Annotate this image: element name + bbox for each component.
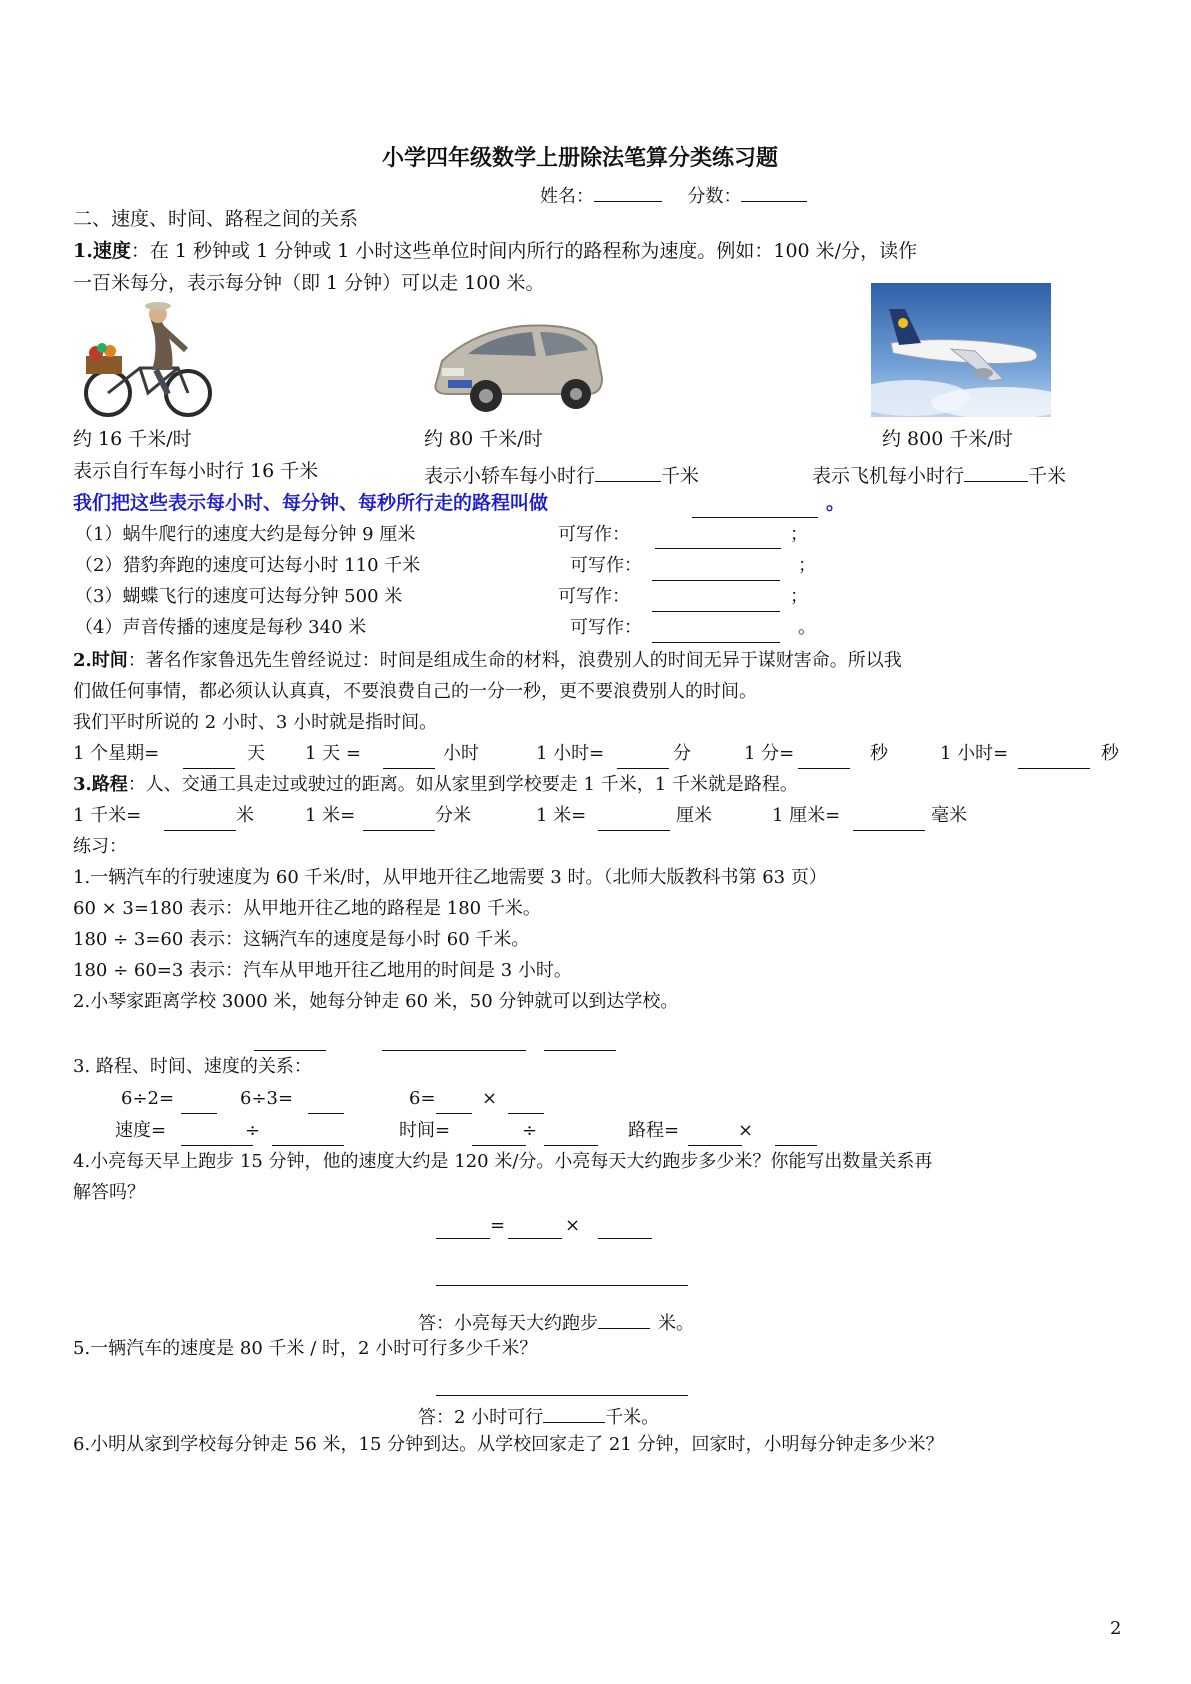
example-2-write: 可写作： [570, 555, 642, 576]
airplane-image [871, 283, 1051, 417]
hour-unit: 分 [673, 743, 691, 764]
speed-label: 速度 [92, 240, 131, 262]
car-desc-pre: 表示小轿车每小时行 [424, 465, 596, 487]
car-speed-blank[interactable] [595, 462, 661, 482]
page-number: 2 [1110, 1618, 1122, 1639]
q5-answer-blank[interactable] [543, 1404, 605, 1423]
plane-speed-blank[interactable] [964, 462, 1028, 482]
q4-work-blank[interactable] [436, 1285, 688, 1286]
q3-time-blank-1[interactable] [472, 1145, 526, 1146]
practice-q1-line3: 180 ÷ 60=3 表示：汽车从甲地开往乙地用的时间是 3 小时。 [73, 960, 572, 981]
example-1-write: 可写作： [558, 524, 630, 545]
example-2-text: （2）猎豹奔跑的速度可达每小时 110 千米 [75, 555, 421, 576]
score-label: 分数： [687, 186, 742, 207]
q3-row1-blank-3[interactable] [436, 1113, 472, 1114]
time-label: 2.时间 [73, 650, 128, 671]
minute-label: 1 分= [744, 743, 795, 764]
example-1-end: ； [790, 524, 808, 545]
name-blank[interactable] [594, 183, 662, 202]
practice-q2: 2.小琴家距离学校 3000 米，她每分钟走 60 米，50 分钟就可以到达学校。 [73, 991, 679, 1012]
practice-heading: 练习： [73, 836, 127, 857]
q3-speed-label: 速度= [115, 1120, 167, 1141]
q2-blank-1[interactable] [254, 1050, 326, 1051]
cm-unit: 毫米 [931, 805, 967, 826]
q3-distance-times: × [738, 1120, 754, 1141]
define-blank[interactable] [692, 517, 818, 518]
m-dm-unit: 分米 [435, 805, 471, 826]
day-label: 1 天 = [305, 743, 361, 764]
day-unit: 小时 [443, 743, 479, 764]
plane-desc [812, 462, 1066, 486]
plane-speed: 约 800 千米/时 [882, 428, 1013, 450]
q3-row1-blank-1[interactable] [181, 1113, 217, 1114]
q3-speed-blank-1[interactable] [181, 1145, 253, 1146]
example-2-blank[interactable] [652, 580, 780, 581]
hour-sec-label: 1 小时= [940, 743, 1009, 764]
distance-label: 3.路程 [73, 774, 128, 795]
example-3-end: ； [790, 586, 808, 607]
q4-eq-blank-2[interactable] [508, 1238, 562, 1239]
km-unit: 米 [236, 805, 254, 826]
example-4-blank[interactable] [652, 642, 780, 643]
q4-eq-blank-3[interactable] [598, 1238, 652, 1239]
example-3-write: 可写作： [558, 586, 630, 607]
speed-paragraph-line1 [73, 242, 917, 261]
q3-row1-times: × [482, 1088, 498, 1109]
q3-row1-a: 6÷2= [121, 1088, 175, 1109]
q5-answer-pre: 答：2 小时可行 [418, 1407, 544, 1428]
q4-answer-pre: 答：小亮每天大约跑步 [418, 1313, 598, 1334]
minute-unit: 秒 [870, 743, 888, 764]
section-heading: 二、速度、时间、路程之间的关系 [73, 208, 359, 230]
minute-blank[interactable] [798, 768, 850, 769]
q3-row1-c: 6= [409, 1088, 436, 1109]
q3-time-blank-2[interactable] [544, 1145, 598, 1146]
m-cm-blank[interactable] [598, 830, 670, 831]
time-paragraph-line3: 我们平时所说的 2 小时、3 小时就是指时间。 [73, 712, 438, 733]
m-dm-blank[interactable] [363, 830, 435, 831]
q3-speed-blank-2[interactable] [272, 1145, 344, 1146]
speed-definition: ：在 1 秒钟或 1 分钟或 1 小时这些单位时间内所行的路程称为速度。例如：100 米/分，读作 [130, 240, 918, 262]
plane-desc-post: 千米 [1028, 465, 1067, 487]
example-1-text: （1）蜗牛爬行的速度大约是每分钟 9 厘米 [75, 524, 416, 545]
define-end: 。 [826, 492, 846, 514]
speed-definition-question [73, 494, 548, 513]
page-title: 小学四年级数学上册除法笔算分类练习题 [382, 145, 779, 171]
example-3-blank[interactable] [652, 611, 780, 612]
practice-q1: 1.一辆汽车的行驶速度为 60 千米/时，从甲地开往乙地需要 3 时。（北师大版教科书第 63 页） [73, 867, 827, 888]
practice-q6: 6.小明从家到学校每分钟走 56 米，15 分钟到达。从学校回家走了 21 分钟，回家时，小明每分钟走多少米？ [73, 1434, 944, 1455]
hour-sec-blank[interactable] [1018, 768, 1090, 769]
q4-eq-equals: = [490, 1215, 506, 1236]
speed-paragraph-line2: 一百米每分，表示每分钟（即 1 分钟）可以走 100 米。 [73, 272, 545, 294]
m-cm-label: 1 米= [536, 805, 587, 826]
q5-work-blank[interactable] [436, 1395, 688, 1396]
time-quote: ：著名作家鲁迅先生曾经说过：时间是组成生命的材料，浪费别人的时间无异于谋财害命。所以我 [127, 650, 902, 671]
distance-definition: ：人、交通工具走过或驶过的距离。如从家里到学校要走 1 千米，1 千米就是路程。 [127, 774, 798, 795]
bike-speed: 约 16 千米/时 [73, 428, 192, 450]
practice-q5: 5.一辆汽车的速度是 80 千米 / 时，2 小时可行多少千米？ [73, 1338, 538, 1359]
practice-q4-line2: 解答吗？ [73, 1182, 145, 1203]
q2-blank-3[interactable] [544, 1050, 616, 1051]
time-paragraph-line1 [73, 652, 902, 670]
q3-speed-div: ÷ [245, 1120, 261, 1141]
example-4-text: （4）声音传播的速度是每秒 340 米 [75, 617, 367, 638]
q3-row1-blank-2[interactable] [308, 1113, 344, 1114]
score-blank[interactable] [741, 183, 807, 202]
example-4-end: 。 [798, 617, 816, 638]
bike-desc: 表示自行车每小时行 16 千米 [73, 460, 319, 482]
plane-desc-pre: 表示飞机每小时行 [812, 465, 965, 487]
km-blank[interactable] [164, 830, 236, 831]
car-image [428, 316, 608, 416]
q3-time-div: ÷ [522, 1120, 538, 1141]
example-2-end: ； [798, 555, 816, 576]
q3-row1-b: 6÷3= [240, 1088, 294, 1109]
m-dm-label: 1 米= [305, 805, 356, 826]
cyclist-image [78, 298, 216, 420]
example-4-write: 可写作： [570, 617, 642, 638]
car-desc-post: 千米 [661, 465, 700, 487]
m-cm-unit: 厘米 [676, 805, 712, 826]
distance-paragraph [73, 776, 798, 794]
q4-answer-blank[interactable] [598, 1310, 650, 1329]
practice-q4-line1: 4.小亮每天早上跑步 15 分钟，他的速度大约是 120 米/分。小亮每天大约跑步多少米？你能写出数量关系再 [73, 1151, 933, 1172]
hour-sec-unit: 秒 [1101, 743, 1119, 764]
name-label: 姓名： [540, 186, 594, 207]
practice-q1-line1: 60 × 3=180 表示：从甲地开往乙地的路程是 180 千米。 [73, 898, 541, 919]
cm-label: 1 厘米= [772, 805, 841, 826]
q5-answer-post: 千米。 [605, 1407, 660, 1428]
q5-answer [418, 1404, 659, 1427]
car-desc [424, 462, 699, 486]
q4-eq-blank-1[interactable] [436, 1238, 490, 1239]
q2-blank-2[interactable] [382, 1050, 526, 1051]
example-1-blank[interactable] [655, 548, 781, 549]
week-blank[interactable] [183, 768, 235, 769]
example-3-text: （3）蝴蝶飞行的速度可达每分钟 500 米 [75, 586, 403, 607]
define-line: 我们把这些表示每小时、每分钟、每秒所行走的路程叫做 [73, 492, 549, 514]
q4-answer [418, 1310, 694, 1333]
hour-min-blank[interactable] [617, 768, 669, 769]
day-blank[interactable] [383, 768, 435, 769]
q3-distance-blank-1[interactable] [688, 1145, 742, 1146]
q3-time-label: 时间= [399, 1120, 451, 1141]
week-label: 1 个星期= [73, 743, 160, 764]
cm-blank[interactable] [853, 830, 925, 831]
practice-q3: 3. 路程、时间、速度的关系： [73, 1056, 312, 1077]
practice-q1-line2: 180 ÷ 3=60 表示：这辆汽车的速度是每小时 60 千米。 [73, 929, 530, 950]
q4-eq-times: × [565, 1215, 581, 1236]
week-unit: 天 [247, 743, 265, 764]
q3-row1-blank-4[interactable] [508, 1113, 544, 1114]
speed-label-prefix: 1. [73, 240, 93, 262]
q3-distance-blank-2[interactable] [775, 1145, 817, 1146]
km-label: 1 千米= [73, 805, 142, 826]
time-paragraph-line2: 们做任何事情，都必须认认真真，不要浪费自己的一分一秒，更不要浪费别人的时间。 [73, 681, 757, 702]
car-speed: 约 80 千米/时 [424, 428, 543, 450]
name-score-line [540, 183, 807, 206]
hour-label: 1 小时= [536, 743, 605, 764]
q4-answer-post: 米。 [658, 1313, 694, 1334]
q3-distance-label: 路程= [628, 1120, 680, 1141]
